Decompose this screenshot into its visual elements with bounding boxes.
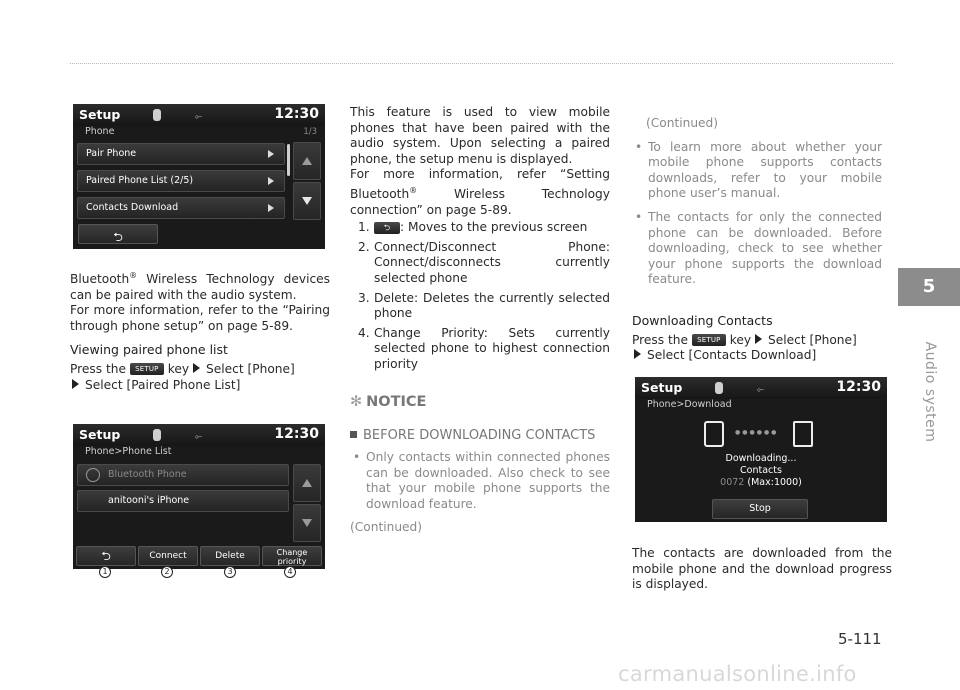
usb-icon: ⟜	[757, 385, 765, 395]
pair-phone-button[interactable]	[77, 143, 285, 165]
instruction: Press the SETUP key Select [Phone] Select [Paired Phone List]	[70, 362, 295, 392]
setup-key-icon: SETUP	[692, 334, 726, 346]
download-status: Downloading...	[725, 453, 797, 464]
triangle-down-icon	[302, 519, 312, 527]
back-icon: ⮌	[113, 230, 123, 244]
screen-subtitle: Phone>Phone List	[85, 446, 172, 457]
usb-icon: ⟜	[195, 432, 203, 442]
top-rule	[70, 63, 893, 64]
download-target: Contacts	[740, 465, 782, 476]
continued-label: (Continued)	[350, 520, 423, 535]
paragraph: Bluetooth® Wireless Technology devices can be paired with the audio system.	[70, 271, 330, 302]
back-icon: ⮌	[101, 549, 111, 563]
notice-bullet: • To learn more about whether your mobile phone supports contacts downloads, refer to your mobile phone user’s manual.	[632, 140, 882, 202]
arrow-right-icon	[268, 150, 274, 158]
scroll-down-button[interactable]	[293, 504, 321, 542]
progress-dots: ●●●●●●	[735, 429, 779, 436]
screen-title: Setup	[641, 380, 683, 395]
download-description: The contacts are downloaded from the mobile phone and the download progress is displayed.	[632, 546, 892, 592]
middle-column	[350, 105, 610, 373]
menu-label: Pair Phone	[86, 148, 137, 159]
section-heading: Downloading Contacts	[632, 313, 773, 328]
right-column-notice	[632, 116, 882, 288]
left-column	[70, 268, 330, 393]
scrollbar[interactable]	[287, 144, 290, 176]
chapter-label: Audio system	[922, 341, 938, 443]
screen-title: Setup	[79, 427, 121, 442]
scroll-down-button[interactable]	[293, 182, 321, 220]
continued-label: (Continued)	[646, 116, 719, 130]
screen-subtitle: Phone>Download	[647, 399, 732, 410]
connect-button[interactable]: Connect	[138, 546, 198, 566]
paired-phone-row[interactable]	[77, 490, 289, 512]
stop-button[interactable]: Stop	[712, 499, 808, 519]
callout-3: 3	[224, 566, 236, 578]
row-label: anitooni's iPhone	[108, 495, 190, 506]
setup-key-icon: SETUP	[130, 363, 164, 375]
instruction: Press the SETUP key Select [Phone] Select [Contacts Download]	[632, 332, 857, 363]
screen-clock: 12:30	[274, 106, 319, 122]
notice-box	[350, 428, 610, 536]
phone-list-screen	[73, 424, 325, 569]
paragraph: For more information, refer “Setting Bluetooth® Wireless Technology connection” on page 5-89.	[350, 167, 610, 217]
scroll-up-button[interactable]	[293, 464, 321, 502]
bluetooth-icon	[153, 109, 161, 121]
section-heading: Viewing paired phone list	[70, 342, 228, 358]
row-label: Bluetooth Phone	[108, 469, 187, 480]
menu-label: Paired Phone List (2/5)	[86, 175, 194, 186]
bluetooth-icon	[153, 429, 161, 441]
arrow-right-icon	[268, 204, 274, 212]
screen-subtitle: Phone	[85, 126, 115, 137]
arrow-right-icon	[72, 379, 79, 389]
callout-4: 4	[284, 566, 296, 578]
list-item: 1. ⮌ : Moves to the previous screen	[358, 220, 588, 235]
page-number: 5-111	[838, 630, 882, 648]
screen-clock: 12:30	[274, 426, 319, 442]
notice-bullet: • Only contacts within connected phones can be downloaded. Also check to see that your mobile phone supports the download feature.	[350, 450, 610, 512]
bluetooth-icon	[715, 382, 723, 394]
notice-bullet: • The contacts for only the connected phone can be downloaded. Before downloading, check to see whether your phone supports the download feature.	[632, 210, 882, 288]
paragraph: This feature is used to view mobile phones that have been paired with the audio system. Upon selecting a paired phone, the setup menu is displayed.	[350, 105, 610, 166]
delete-button[interactable]: Delete	[200, 546, 260, 566]
paired-phone-list-button[interactable]	[77, 170, 285, 192]
back-button[interactable]	[76, 546, 136, 566]
right-column-instructions	[632, 313, 892, 364]
contacts-download-button[interactable]	[77, 197, 285, 219]
arrow-right-icon	[268, 177, 274, 185]
download-screen	[635, 377, 887, 522]
download-count: 0072 (Max:1000)	[720, 477, 802, 488]
list-item: 3. Delete: Deletes the currently selected phone	[358, 290, 610, 321]
usb-icon: ⟜	[195, 112, 203, 122]
callout-2: 2	[161, 566, 173, 578]
list-item: 2. Connect/Disconnect Phone: Connect/disconnects currently selected phone	[358, 239, 610, 285]
notice-subheading: BEFORE DOWNLOADING CONTACTS	[350, 428, 610, 444]
page-indicator: 1/3	[303, 127, 317, 137]
square-bullet-icon	[350, 431, 357, 438]
screen-title: Setup	[79, 107, 121, 122]
phone-icon	[704, 421, 724, 447]
menu-label: Contacts Download	[86, 202, 179, 213]
arrow-right-icon	[755, 334, 762, 344]
watermark: carmanualsonline.info	[618, 662, 857, 686]
setup-phone-screen	[73, 104, 325, 249]
screen-clock: 12:30	[836, 379, 881, 395]
list-item: 4. Change Priority: Sets currently selected phone to highest connection priority	[358, 325, 610, 371]
arrow-right-icon	[193, 363, 200, 373]
bluetooth-phone-row[interactable]	[77, 464, 289, 486]
notice-heading: ✻ NOTICE	[350, 394, 427, 410]
asterisk-icon: ✻	[350, 394, 363, 410]
triangle-up-icon	[302, 479, 312, 487]
paragraph: For more information, refer to the “Pairing through phone setup” on page 5-89.	[70, 303, 330, 333]
arrow-right-icon	[634, 349, 641, 359]
back-icon: ⮌	[374, 222, 400, 234]
play-icon	[86, 468, 100, 482]
back-button[interactable]	[78, 224, 158, 244]
triangle-up-icon	[302, 157, 312, 165]
chapter-number-tab: 5	[898, 268, 960, 306]
scroll-up-button[interactable]	[293, 142, 321, 180]
change-priority-button[interactable]: Change priority	[262, 546, 322, 566]
contacts-list-icon	[793, 421, 813, 447]
triangle-down-icon	[302, 197, 312, 205]
callout-1: 1	[99, 566, 111, 578]
